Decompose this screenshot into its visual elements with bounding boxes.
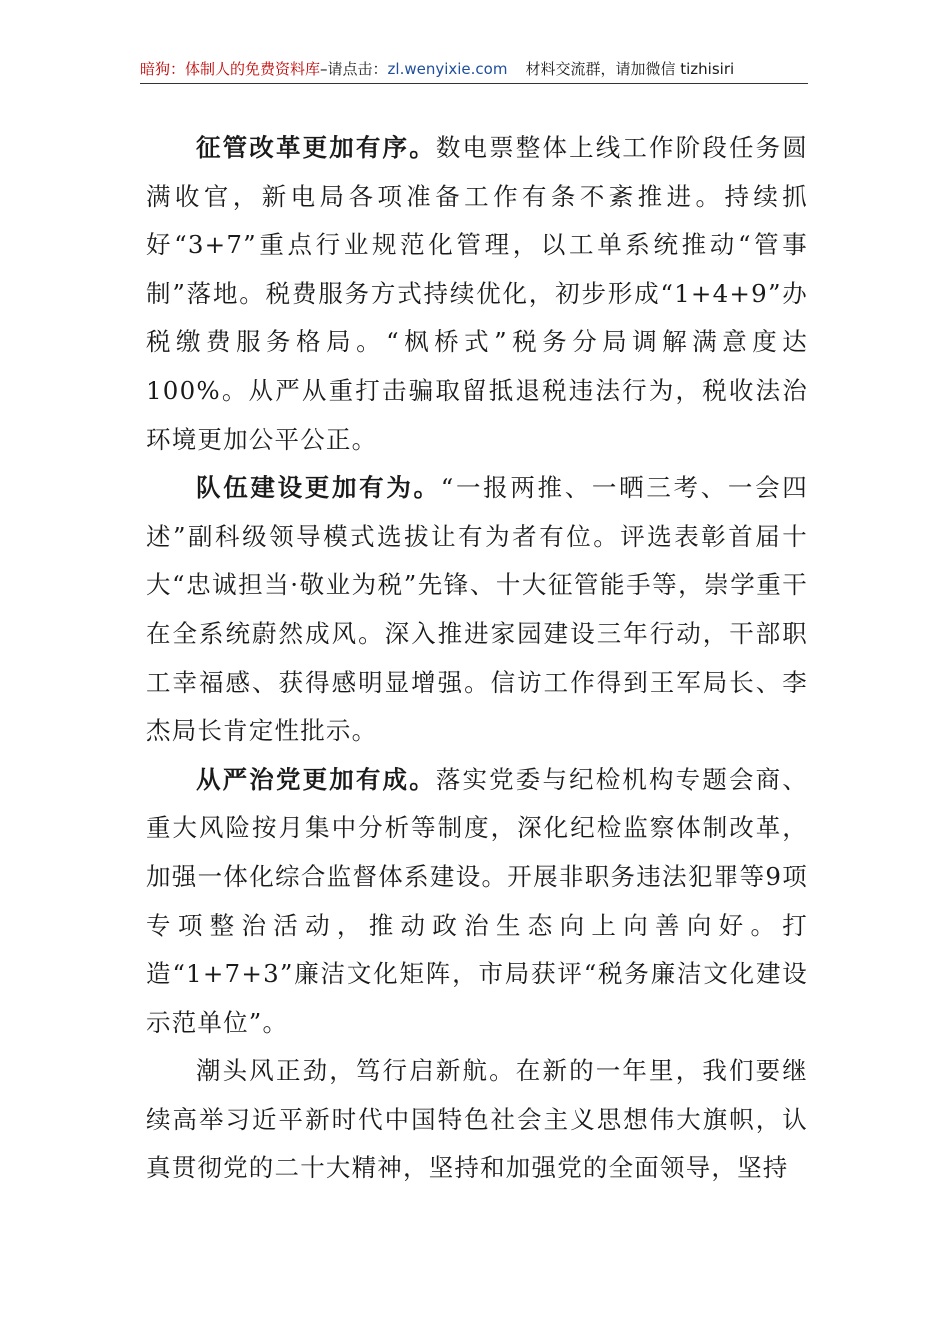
paragraph-outlook [146,1047,808,1193]
paragraph-text: 数电票整体上线工作阶段任务圆满收官，新电局各项准备工作有条不紊推进。持续抓好“3+7”重点行业规范化管理，以工单系统推动“管事制”落地。税费服务方式持续优化，初步形成“1+4+9”办税缴费服务格局。“枫桥式”税务分局调解满意度达100%。从严从重打击骗取留抵退税违法行为，税收法治环境更加公平公正。 [146,133,808,454]
header-link[interactable]: zl.wenyixie.com [387,60,508,78]
header-wechat-note: 材料交流群，请加微信 tizhisiri [525,60,735,78]
paragraph-heading: 从严治党更加有成。 [196,764,436,794]
document-body [146,124,808,1193]
paragraph-text: 落实党委与纪检机构专题会商、重大风险按月集中分析等制度，深化纪检监察体制改革，加强一体化综合监督体系建设。开展非职务违法犯罪等9项专项整治活动，推动政治生态向上向善向好。打造“1+7+3”廉洁文化矩阵，市局获评“税务廉洁文化建设示范单位”。 [146,764,808,1037]
paragraph-heading: 征管改革更加有序。 [196,133,436,162]
paragraph-text: “一报两推、一晒三考、一会四述”副科级领导模式选拔让有为者有位。评选表彰首届十大“忠诚担当·敬业为税”先锋、十大征管能手等，崇学重干在全系统蔚然成风。深入推进家园建设三年行动，干部职工幸福感、获得感明显增强。信访工作得到王军局长、李杰局长肯定性批示。 [146,473,808,746]
header-prompt: –请点击： [320,60,388,78]
page-header [140,58,808,84]
paragraph-heading: 队伍建设更加有为。 [196,473,441,503]
paragraph-party-governance [146,756,808,1048]
paragraph-text: 潮头风正劲，笃行启新航。在新的一年里，我们要继续高举习近平新时代中国特色社会主义思想伟大旗帜，认真贯彻党的二十大精神，坚持和加强党的全面领导，坚持 [146,1056,808,1183]
paragraph-team-building [146,464,808,756]
header-divider [140,83,808,84]
paragraph-tax-reform [146,124,808,464]
header-brand: 暗狗：体制人的免费资料库 [140,60,321,78]
